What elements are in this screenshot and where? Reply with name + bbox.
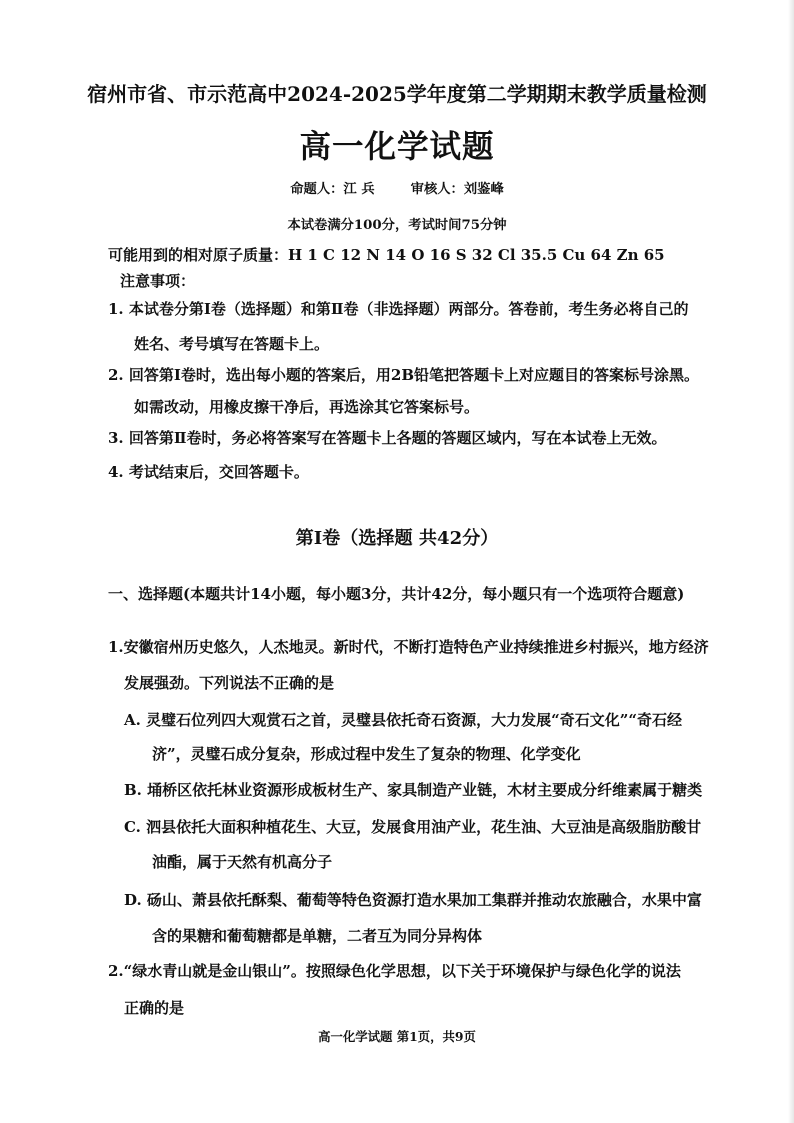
atomic-masses: 可能用到的相对原子质量：H 1 C 12 N 14 O 16 S 32 Cl 35.5 Cu 64 Zn 65	[108, 246, 665, 264]
option-b: B. 埇桥区依托林业资源形成板材生产、家具制造产业链，木材主要成分纤维素属于糖类	[124, 781, 703, 799]
question-stem: 1.安徽宿州历史悠久，人杰地灵。新时代，不断打造特色产业持续推进乡村振兴，地方经济	[108, 638, 709, 656]
question-stem-continued: 正确的是	[124, 999, 185, 1017]
score-time-info: 本试卷满分100分，考试时间75分钟	[287, 218, 507, 233]
page-title: 高一化学试题	[299, 128, 495, 165]
note-item: 4. 考试结束后，交回答题卡。	[108, 463, 309, 481]
option-d: D. 砀山、萧县依托酥梨、葡萄等特色资源打造水果加工集群并推动农旅融合，水果中富	[124, 891, 702, 909]
note-item: 1. 本试卷分第Ⅰ卷（选择题）和第Ⅱ卷（非选择题）两部分。答卷前，考生务必将自己的	[108, 300, 689, 318]
part-title: 一、选择题(本题共计14小题，每小题3分，共计42分，每小题只有一个选项符合题意)	[108, 585, 685, 603]
question-stem: 2.“绿水青山就是金山银山”。按照绿色化学思想，以下关于环境保护与绿色化学的说法	[108, 962, 681, 980]
reviewer: 审核人：刘鉴峰	[410, 182, 504, 197]
option-a: A. 灵璧石位列四大观赏石之首，灵璧县依托奇石资源，大力发展“奇石文化”“奇石经	[124, 711, 682, 729]
page-footer: 高一化学试题 第1页，共9页	[318, 1029, 476, 1044]
note-item: 2. 回答第Ⅰ卷时，选出每小题的答案后，用2B铅笔把答题卡上对应题目的答案标号涂黑。	[108, 366, 700, 384]
section-title: 第Ⅰ卷（选择题 共42分）	[295, 528, 499, 549]
option-c: C. 泗县依托大面积种植花生、大豆，发展食用油产业，花生油、大豆油是高级脂肪酸甘	[124, 818, 702, 836]
question-setter: 命题人：江 兵	[290, 182, 375, 197]
note-item-continued: 如需改动，用橡皮擦干净后，再选涂其它答案标号。	[134, 398, 480, 416]
option-d-continued: 含的果糖和葡萄糖都是单糖，二者互为同分异构体	[152, 927, 483, 945]
option-c-continued: 油酯，属于天然有机高分子	[152, 853, 333, 871]
notes-title: 注意事项：	[120, 272, 196, 290]
scan-edge-shadow	[788, 0, 794, 1123]
exam-header: 宿州市省、市示范高中2024-2025学年度第二学期期末教学质量检测	[87, 82, 707, 106]
note-item-continued: 姓名、考号填写在答题卡上。	[134, 335, 330, 353]
option-a-continued: 济”，灵璧石成分复杂，形成过程中发生了复杂的物理、化学变化	[152, 745, 581, 763]
authors-line	[0, 178, 794, 197]
question-stem-continued: 发展强劲。下列说法不正确的是	[124, 674, 335, 692]
note-item: 3. 回答第Ⅱ卷时，务必将答案写在答题卡上各题的答题区域内，写在本试卷上无效。	[108, 429, 667, 447]
